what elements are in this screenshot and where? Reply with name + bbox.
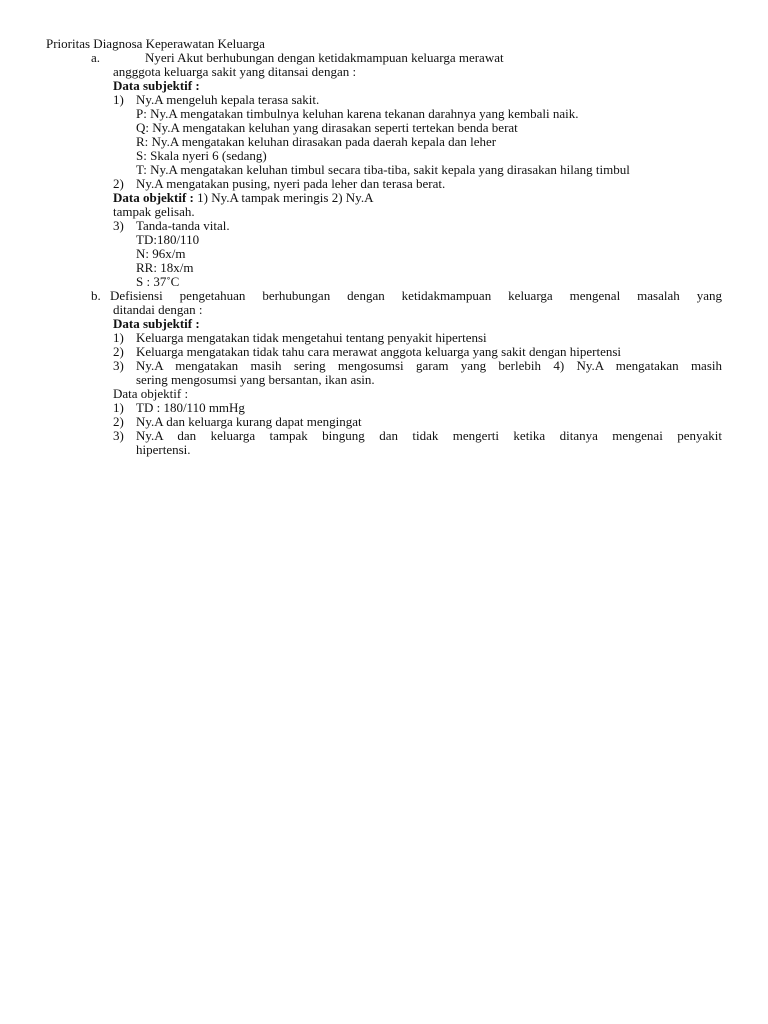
list-item: Ny.A mengatakan pusing, nyeri pada leher dan terasa berat. [136,176,446,191]
diagnosis-a-objective-heading: Data objektif : [113,190,194,205]
pqrst-item-r: R: Ny.A mengatakan keluhan dirasakan pada daerah kepala dan leher [136,134,497,149]
diagnosis-a-marker: a. [91,50,101,65]
vital-rr: RR: 18x/m [136,260,194,275]
pqrst-item-p: P: Ny.A mengatakan timbulnya keluhan karena tekanan darahnya yang kembali naik. [136,106,579,121]
vital-n: N: 96x/m [136,246,186,261]
diagnosis-b-objective-heading: Data objektif : [113,386,189,401]
list-number: 1) [113,92,124,107]
diagnosis-a-objective-cont: tampak gelisah. [113,204,195,219]
diagnosis-a-subjective-heading: Data subjektif : [113,78,200,93]
vital-td: TD:180/110 [136,232,200,247]
list-item: Ny.A mengatakan masih sering mengosumsi garam yang berlebih 4) Ny.A mengatakan masih [136,358,722,373]
diagnosis-a-objective-line [113,191,373,205]
list-item: Keluarga mengatakan tidak tahu cara merawat anggota keluarga yang sakit dengan hipertensi [136,344,622,359]
diagnosis-b-subjective-heading: Data subjektif : [113,316,200,331]
list-number: 1) [113,330,124,345]
list-item: Tanda-tanda vital. [136,218,230,233]
list-number: 3) [113,358,124,373]
list-number: 1) [113,400,124,415]
pqrst-item-q: Q: Ny.A mengatakan keluhan yang dirasakan seperti tertekan benda berat [136,120,518,135]
list-item: Ny.A dan keluarga kurang dapat mengingat [136,414,362,429]
document-title: Prioritas Diagnosa Keperawatan Keluarga [46,36,265,51]
list-item-cont: sering mengosumsi yang bersantan, ikan asin. [136,372,375,387]
pqrst-item-s: S: Skala nyeri 6 (sedang) [136,148,267,163]
diagnosis-a-line1: Nyeri Akut berhubungan dengan ketidakmampuan keluarga merawat [145,50,504,65]
list-item: Ny.A mengeluh kepala terasa sakit. [136,92,320,107]
vital-s: S : 37˚C [136,274,180,289]
list-number: 3) [113,218,124,233]
diagnosis-a-line2: angggota keluarga sakit yang ditansai dengan : [113,64,357,79]
diagnosis-b-line1: Defisiensi pengetahuan berhubungan dengan ketidakmampuan keluarga mengenal masalah yang [110,288,722,303]
list-item: Ny.A dan keluarga tampak bingung dan tidak mengerti ketika ditanya mengenai penyakit [136,428,722,443]
diagnosis-a-objective-inline: 1) Ny.A tampak meringis 2) Ny.A [197,190,374,205]
list-item: TD : 180/110 mmHg [136,400,245,415]
list-number: 2) [113,344,124,359]
list-item: Keluarga mengatakan tidak mengetahui tentang penyakit hipertensi [136,330,487,345]
list-item-cont: hipertensi. [136,442,191,457]
pqrst-item-t: T: Ny.A mengatakan keluhan timbul secara tiba-tiba, sakit kepala yang dirasakan hilang timbul [136,162,630,177]
list-number: 2) [113,176,124,191]
list-number: 3) [113,428,124,443]
diagnosis-b-line2: ditandai dengan : [113,302,203,317]
diagnosis-b-marker: b. [91,288,101,303]
list-number: 2) [113,414,124,429]
